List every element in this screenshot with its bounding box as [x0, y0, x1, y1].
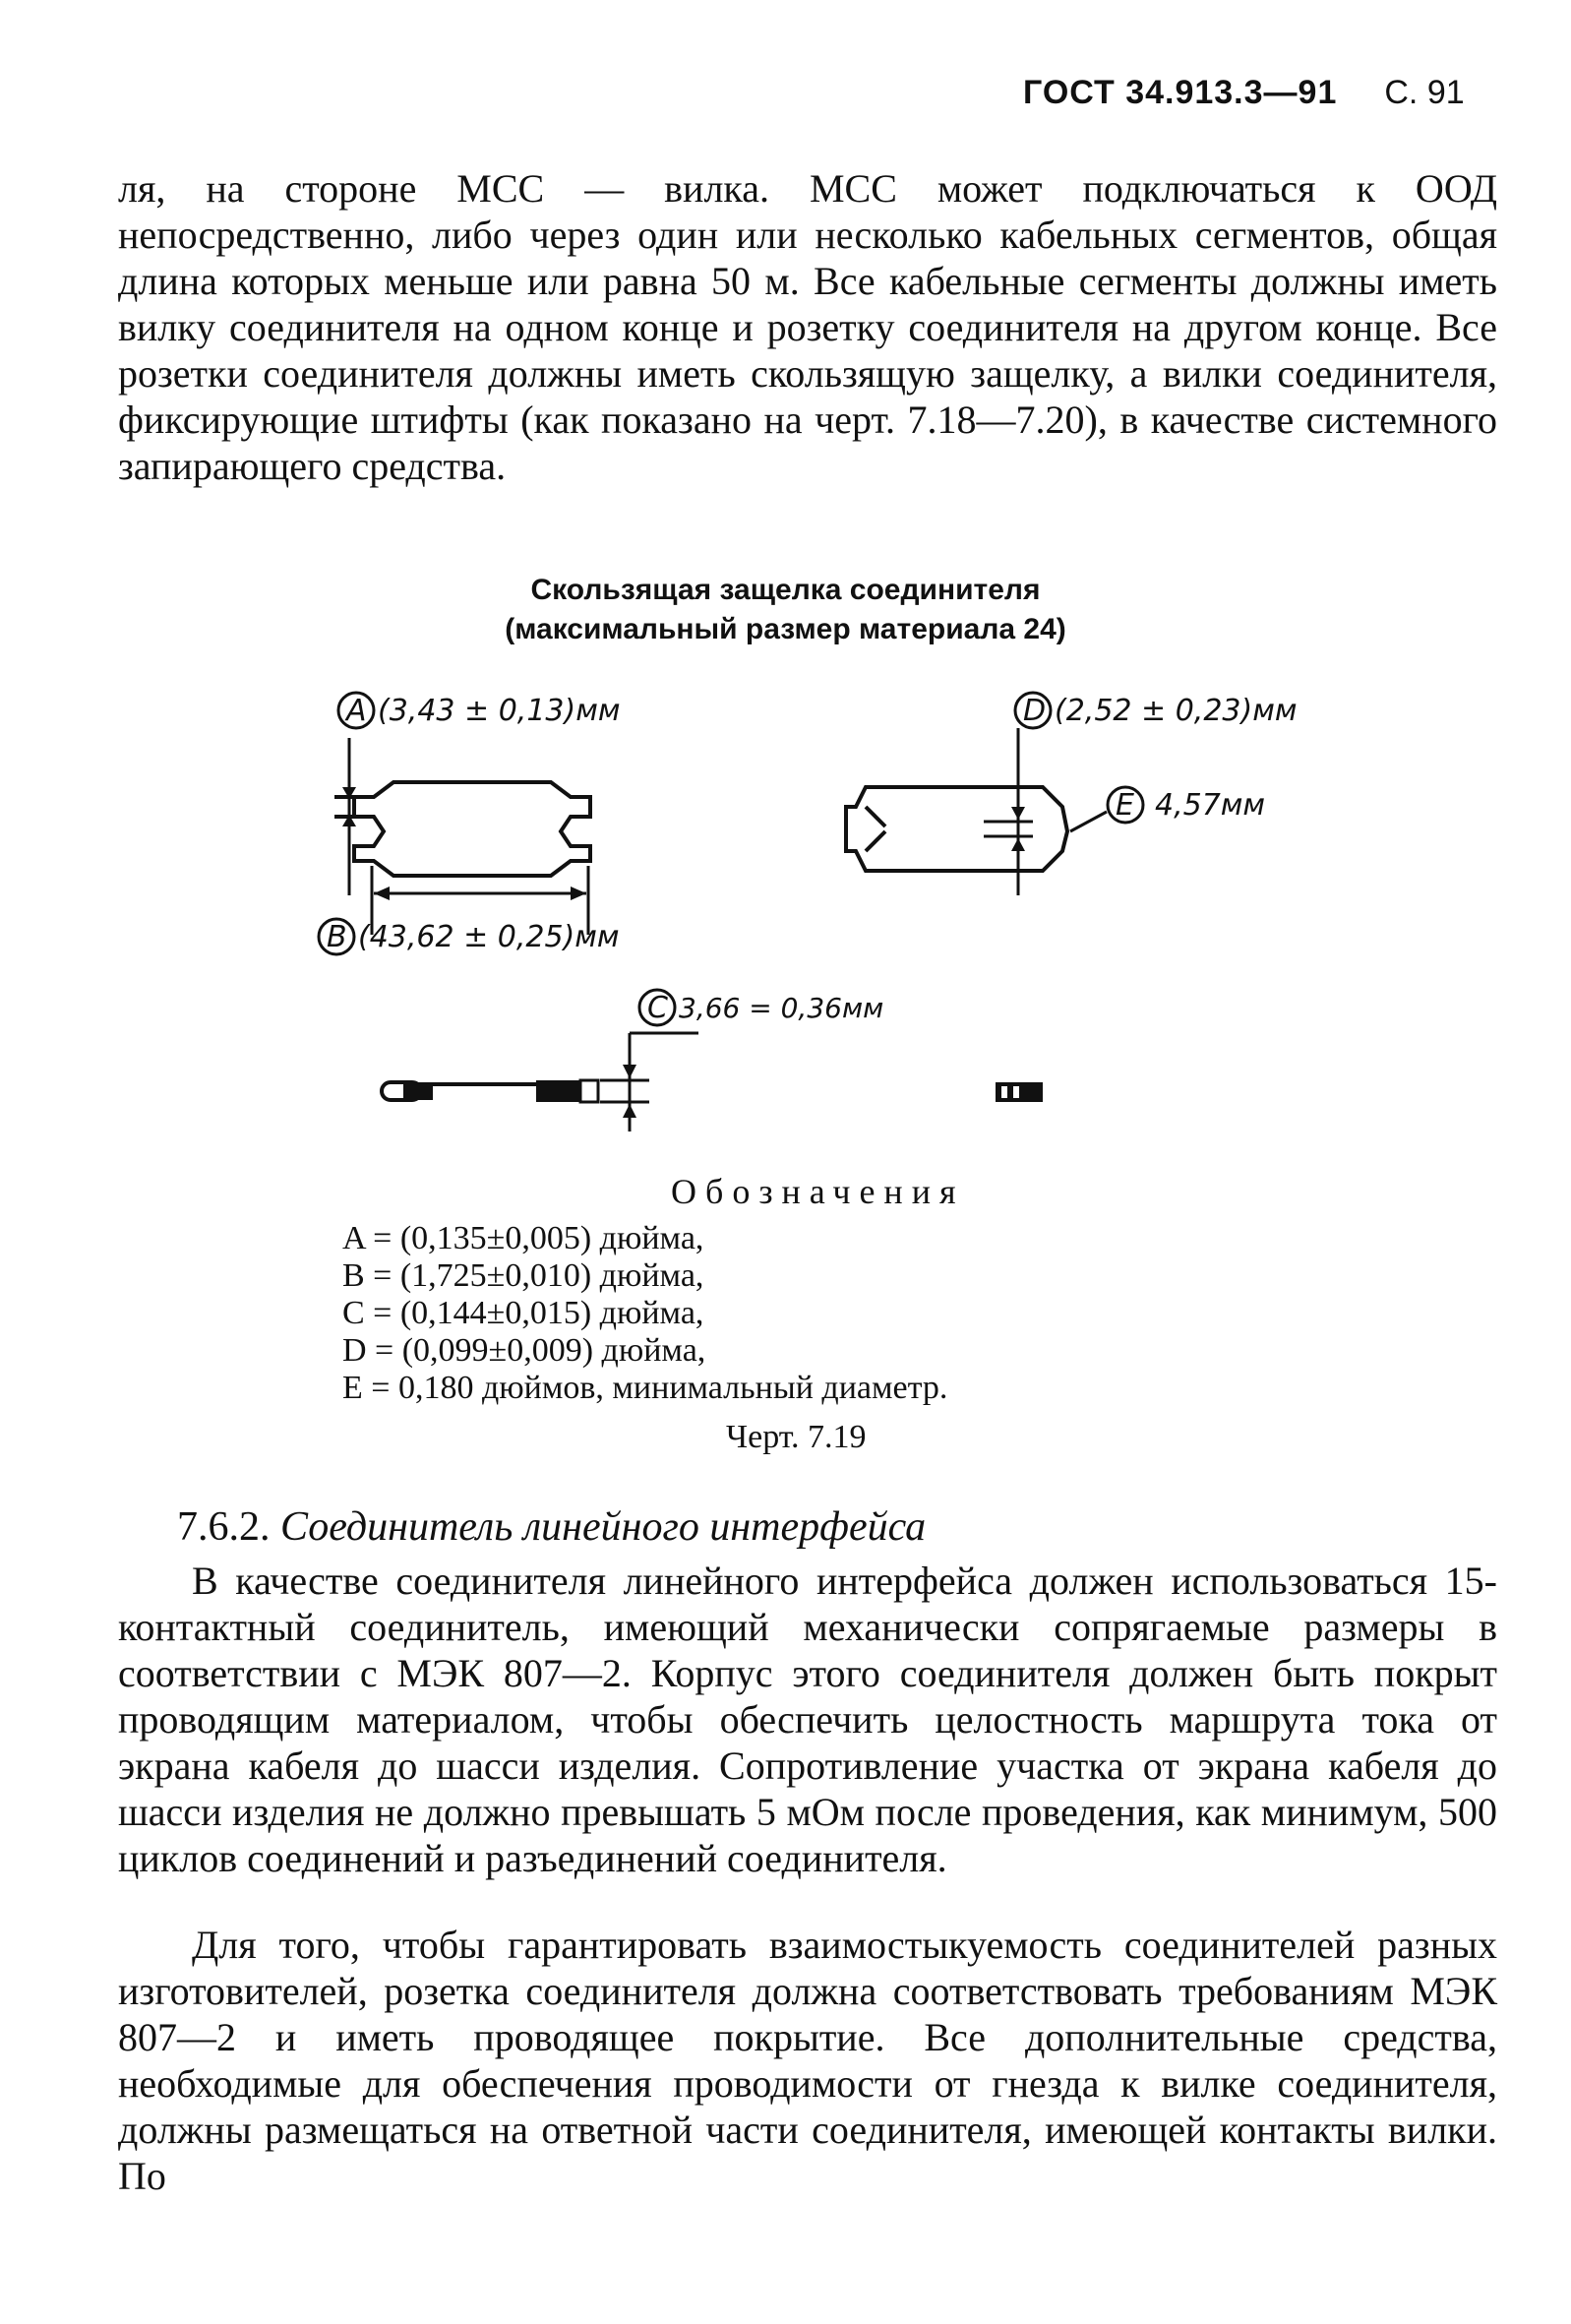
dim-label-d: [1015, 693, 1297, 728]
figure-caption-line2: (максимальный размер материала 24): [505, 613, 1066, 645]
section-paragraph-1: В качестве соединителя линейного интерфейса должен использоваться 15-контактный соединитель, имеющий механически сопрягаемые размеры в соответствии с МЭК 807—2. Корпус этого соединителя должен быть покрыт проводящим материалом, чтобы обеспечить целостность маршрута тока от экрана кабеля до шасси изделия. Сопротивление участка от экрана кабеля до шасси изделия не должно превышать 5 мОм после проведения, как минимум, 500 циклов соединений и разъединений соединителя.: [118, 1559, 1497, 1880]
svg-text:(2,52 ± 0,23)мм: (2,52 ± 0,23)мм: [1055, 694, 1298, 728]
standard-number: ГОСТ 34.913.3—91: [1023, 74, 1338, 111]
svg-text:4,57мм: 4,57мм: [1155, 788, 1266, 823]
notation-list: [342, 1220, 947, 1407]
svg-text:E: E: [1116, 788, 1134, 823]
dim-label-c: [639, 990, 883, 1025]
notes-title: Обозначения: [671, 1172, 965, 1211]
svg-text:(43,62 ± 0,25)мм: (43,62 ± 0,25)мм: [358, 920, 620, 954]
dim-label-b: [319, 919, 620, 954]
intro-paragraph: ля, на стороне МСС — вилка. МСС может подключаться к ООД непосредственно, либо через один или несколько кабельных сегментов, общая длина которых меньше или равна 50 м. Все кабельные сегменты должны иметь вилку соединителя на одном конце и розетку соединителя на другом конце. Все розетки соединителя должны иметь скользящую защелку, а вилки соединителя, фиксирующие штифты (как показано на черт. 7.18—7.20), в качестве системного запирающего средства.: [118, 166, 1497, 488]
page-header: [1023, 71, 1495, 112]
notation-item-e: E = 0,180 дюймов, минимальный диаметр.: [342, 1370, 948, 1406]
latch-profile-view: [382, 1033, 1043, 1131]
page-number: С. 91: [1384, 74, 1465, 111]
latch-side-view: [846, 728, 1107, 895]
svg-text:B: B: [327, 920, 347, 954]
section-paragraph-2: Для того, чтобы гарантировать взаимостыкуемость соединителей разных изготовителей, розетка соединителя должна соответствовать требованиям МЭК 807—2 и иметь проводящее покрытие. Все дополнительные средства, необходимые для обеспечения проводимости от гнезда к вилке соединителя, должны размещаться на ответной части соединителя, имеющей контакты вилки. По: [118, 1923, 1497, 2198]
dim-label-a: [338, 693, 620, 728]
latch-front-view: [334, 738, 590, 935]
svg-text:D: D: [1023, 694, 1047, 728]
svg-text:C: C: [647, 991, 668, 1025]
section-title: Соединитель линейного интерфейса: [280, 1504, 927, 1550]
svg-text:A: A: [346, 694, 367, 728]
section-heading: [177, 1503, 926, 1551]
notation-item-b: B = (1,725±0,010) дюйма,: [342, 1257, 704, 1294]
notation-item-d: D = (0,099±0,009) дюйма,: [342, 1332, 706, 1369]
latch-drawing: [0, 669, 1571, 1161]
dim-label-e: [1108, 787, 1265, 823]
figure-caption-line1: Скользящая защелка соединителя: [530, 574, 1041, 606]
notation-item-c: C = (0,144±0,015) дюйма,: [342, 1295, 704, 1331]
svg-text:3,66 = 0,36мм: 3,66 = 0,36мм: [679, 992, 884, 1024]
notation-item-a: A = (0,135±0,005) дюйма,: [342, 1220, 704, 1256]
figure-caption: [0, 571, 1571, 649]
section-number: 7.6.2.: [177, 1504, 271, 1550]
svg-text:(3,43 ± 0,13)мм: (3,43 ± 0,13)мм: [378, 694, 621, 728]
drawing-label: Черт. 7.19: [726, 1419, 867, 1455]
